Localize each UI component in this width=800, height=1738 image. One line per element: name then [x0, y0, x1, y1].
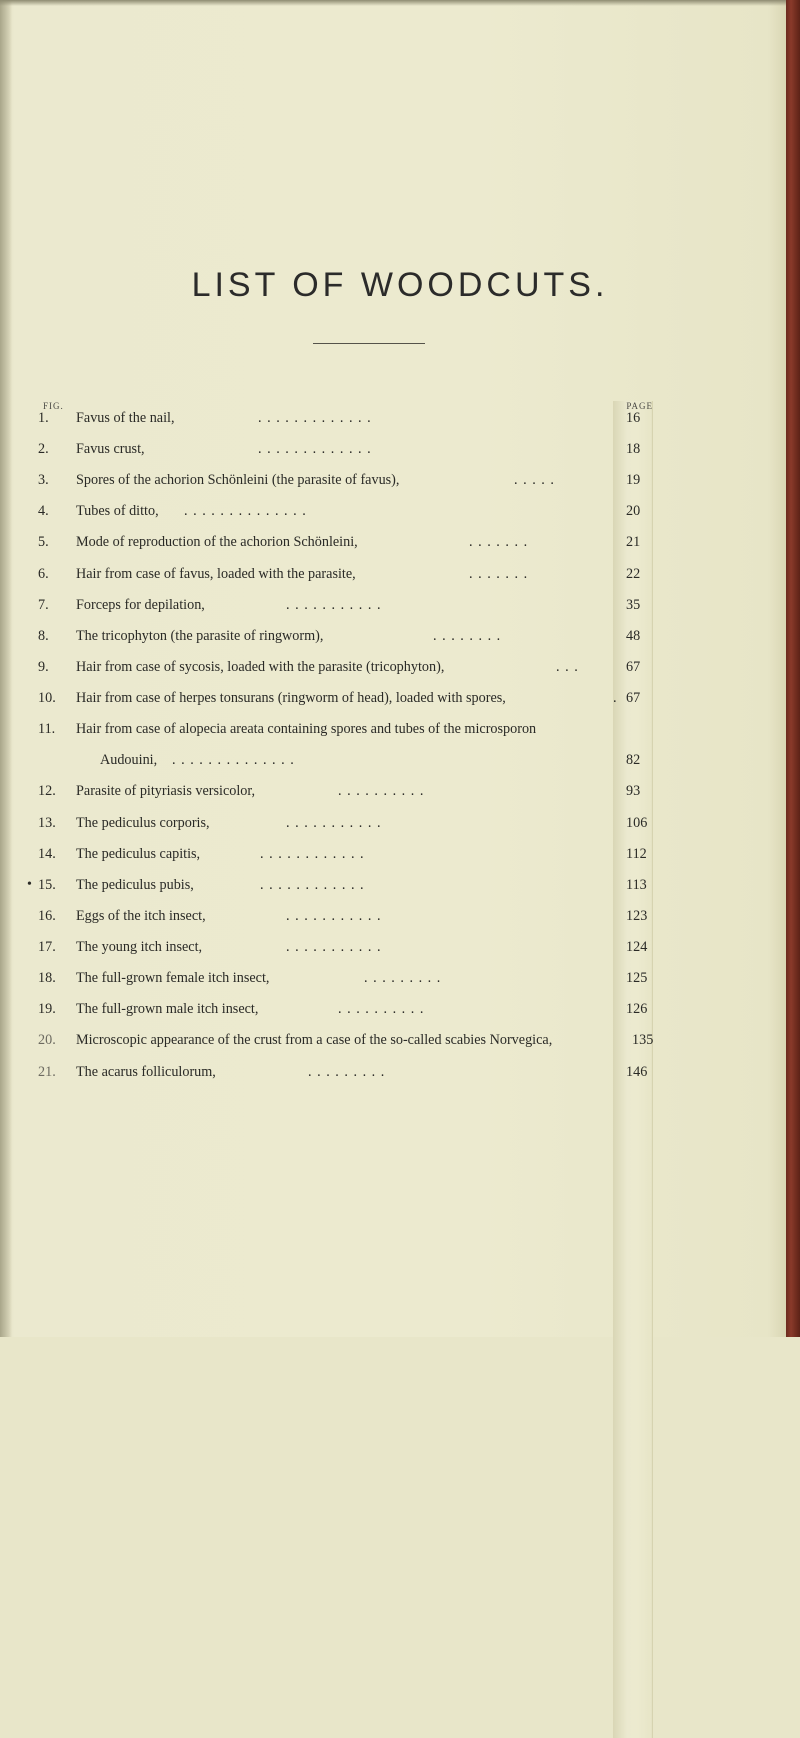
list-item: [0, 934, 800, 960]
figure-number: 18.: [38, 970, 56, 986]
page-number: 16: [626, 410, 641, 426]
list-item: [0, 623, 800, 649]
figure-number: 5.: [38, 534, 49, 550]
page-number: 67: [626, 690, 641, 706]
figure-description: Forceps for depilation,: [76, 597, 205, 613]
figure-number: 12.: [38, 783, 56, 799]
page-number: 126: [626, 1001, 648, 1017]
figure-description: Tubes of ditto,: [76, 503, 159, 519]
dot-leader: . . . . . . . . . . . . . .: [184, 503, 307, 519]
list-item: [0, 1059, 800, 1085]
page-number: 82: [626, 752, 641, 768]
figure-description: Hair from case of favus, loaded with the parasite,: [76, 566, 356, 582]
figure-description: The pediculus corporis,: [76, 815, 210, 831]
list-item: [0, 654, 800, 680]
list-item: [0, 747, 800, 773]
page-number: 20: [626, 503, 641, 519]
figure-number: 9.: [38, 659, 49, 675]
list-item: [0, 1027, 800, 1053]
list-item: [0, 903, 800, 929]
dot-leader: . . .: [556, 659, 579, 675]
dot-leader: . . . . .: [514, 472, 555, 488]
figure-number: 17.: [38, 939, 56, 955]
list-item: [0, 778, 800, 804]
dot-leader: . . . . . . .: [469, 534, 529, 550]
page-number: 21: [626, 534, 641, 550]
figure-number: 1.: [38, 410, 49, 426]
list-item: [0, 841, 800, 867]
dot-leader: . . . . . . . . . . .: [286, 597, 382, 613]
figure-description: The full-grown female itch insect,: [76, 970, 270, 986]
page-number: 106: [626, 815, 648, 831]
figure-number: 19.: [38, 1001, 56, 1017]
list-item: [0, 810, 800, 836]
figure-number: 7.: [38, 597, 49, 613]
fig-column-header: FIG.: [43, 401, 64, 411]
list-item: [0, 965, 800, 991]
dot-leader: . . . . . . . . . . . .: [260, 877, 365, 893]
figure-description: The tricophyton (the parasite of ringworm),: [76, 628, 324, 644]
figure-number: 20.: [38, 1032, 56, 1048]
dot-leader: . . . . . . .: [469, 566, 529, 582]
figure-number: 10.: [38, 690, 56, 706]
margin-mark: •: [27, 877, 32, 892]
figure-number: 11.: [38, 721, 56, 737]
figure-description: Favus crust,: [76, 441, 145, 457]
figure-description: Audouini,: [100, 752, 158, 768]
page-number: 93: [626, 783, 641, 799]
dot-leader: . . . . . . . . . . . . .: [258, 410, 372, 426]
figure-description: Parasite of pityriasis versicolor,: [76, 783, 256, 799]
page-number: 125: [626, 970, 648, 986]
page-number: 124: [626, 939, 648, 955]
figure-description: The young itch insect,: [76, 939, 203, 955]
figure-number: 13.: [38, 815, 56, 831]
figure-description: The acarus folliculorum,: [76, 1064, 216, 1080]
figure-number: 15.: [38, 877, 56, 893]
dot-leader: . . . . . . . . . .: [338, 1001, 425, 1017]
figure-number: 3.: [38, 472, 49, 488]
figure-number: 8.: [38, 628, 49, 644]
dot-leader: . . . . . . . . . . . . .: [258, 441, 372, 457]
figure-description: The pediculus capitis,: [76, 846, 201, 862]
page-top-edge: [0, 0, 790, 6]
figure-description: Microscopic appearance of the crust from a case of the so-called scabies Norvegica,: [76, 1032, 553, 1048]
page-column-header: PAGE: [613, 401, 653, 1738]
figure-description: Favus of the nail,: [76, 410, 175, 426]
dot-leader: . . . . . . . .: [433, 628, 502, 644]
page-number: 67: [626, 659, 641, 675]
list-item: [0, 716, 800, 742]
dot-leader: . . . . . . . . . . .: [286, 815, 382, 831]
figure-number: 6.: [38, 566, 49, 582]
page-number: 22: [626, 566, 641, 582]
dot-leader: .: [613, 690, 618, 706]
figure-number: 16.: [38, 908, 56, 924]
dot-leader: . . . . . . . . .: [308, 1064, 386, 1080]
list-item: [0, 529, 800, 555]
list-item: [0, 405, 800, 431]
page-number: 35: [626, 597, 641, 613]
figure-description: Hair from case of herpes tonsurans (ringworm of head), loaded with spores,: [76, 690, 506, 706]
figure-description: Hair from case of sycosis, loaded with the parasite (tricophyton),: [76, 659, 445, 675]
figure-description: The full-grown male itch insect,: [76, 1001, 259, 1017]
list-item: [0, 996, 800, 1022]
dot-leader: . . . . . . . . . . . . . .: [172, 752, 295, 768]
page-number: 112: [626, 846, 647, 862]
list-item: [0, 872, 800, 898]
title-rule: [313, 343, 425, 344]
figure-description: Spores of the achorion Schönleini (the parasite of favus),: [76, 472, 400, 488]
figure-description: Eggs of the itch insect,: [76, 908, 206, 924]
figure-description: The pediculus pubis,: [76, 877, 194, 893]
list-item: [0, 685, 800, 711]
list-item: [0, 467, 800, 493]
figure-number: 14.: [38, 846, 56, 862]
page-number: 123: [626, 908, 648, 924]
page-number: 48: [626, 628, 641, 644]
page-number: 19: [626, 472, 641, 488]
figure-description: Mode of reproduction of the achorion Schönleini,: [76, 534, 358, 550]
dot-leader: . . . . . . . . .: [364, 970, 442, 986]
dot-leader: . . . . . . . . . . . .: [260, 846, 365, 862]
page-title: LIST OF WOODCUTS.: [191, 266, 609, 304]
list-item: [0, 592, 800, 618]
page-number: 135: [632, 1032, 654, 1048]
page-number: 113: [626, 877, 647, 893]
dot-leader: . . . . . . . . . .: [338, 783, 425, 799]
figure-description: Hair from case of alopecia areata containing spores and tubes of the microsporon: [76, 721, 537, 737]
list-item: [0, 561, 800, 587]
list-item: [0, 498, 800, 524]
list-item: [0, 436, 800, 462]
figure-number: 2.: [38, 441, 49, 457]
figure-number: 21.: [38, 1064, 56, 1080]
page-number: 146: [626, 1064, 648, 1080]
dot-leader: . . . . . . . . . . .: [286, 939, 382, 955]
figure-number: 4.: [38, 503, 49, 519]
page-number: 18: [626, 441, 641, 457]
dot-leader: . . . . . . . . . . .: [286, 908, 382, 924]
